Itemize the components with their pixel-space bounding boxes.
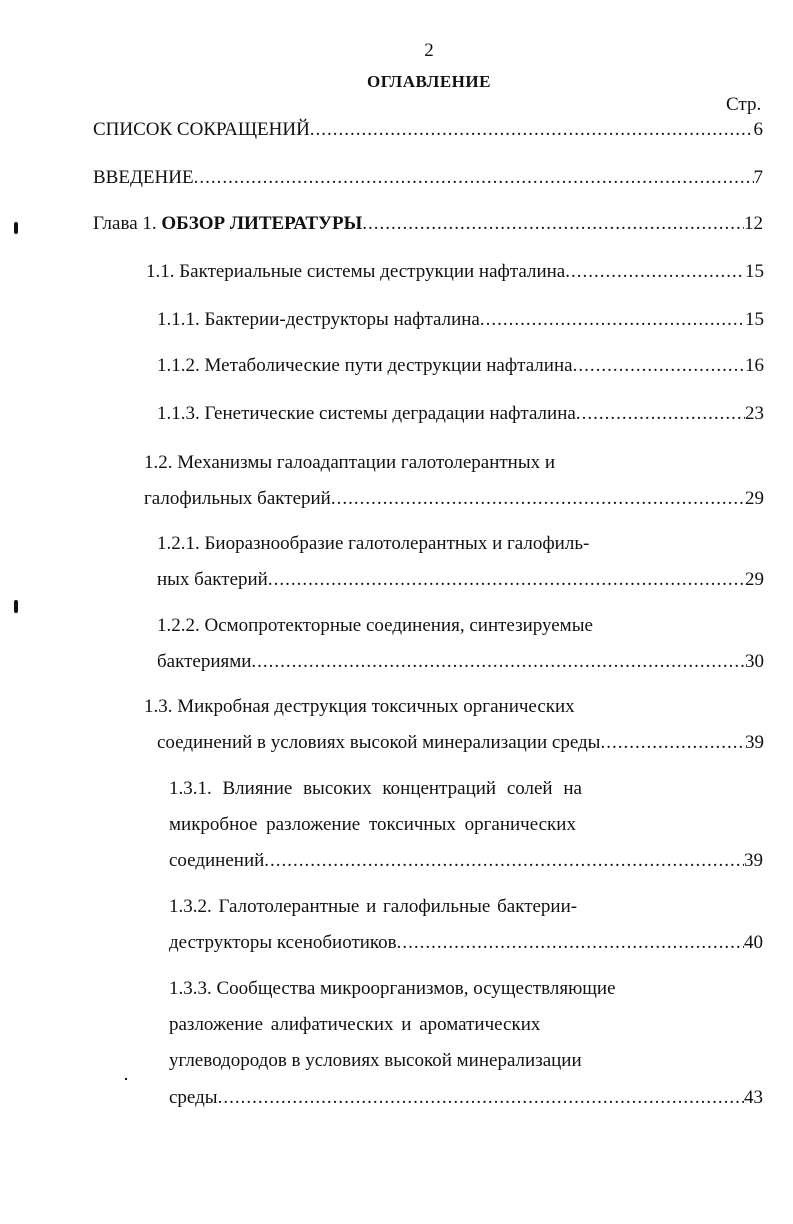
toc-entry-1-2-1: ных бактерий ..... 29 bbox=[157, 568, 764, 592]
toc-entry-1-1-2: 1.1.2. Метаболические пути деструкции нафталина ..... 16 bbox=[157, 354, 764, 378]
toc-entry-1-2: галофильных бактерий ..... 29 bbox=[144, 487, 764, 511]
page-title: ОГЛАВЛЕНИЕ bbox=[367, 72, 491, 91]
toc-entry-1-3-1-line1: 1.3.1. Влияние высоких концентраций солей на bbox=[169, 778, 582, 799]
toc-entry-1-3-3-line1: 1.3.3. Сообщества микроорганизмов, осуществляющие bbox=[169, 978, 616, 999]
toc-entry-1-3-2: деструкторы ксенобиотиков ..... 40 bbox=[169, 931, 763, 955]
toc-entry-1-1-1: 1.1.1. Бактерии-деструкторы нафталина ..... 15 bbox=[157, 308, 764, 332]
toc-entry-abbreviations: СПИСОК СОКРАЩЕНИЙ ..... 6 bbox=[93, 118, 763, 142]
toc-entry-1-2-2: бактериями ..... 30 bbox=[157, 650, 764, 674]
scan-mark bbox=[125, 1078, 127, 1080]
toc-entry-1-3-3-line2: разложение алифатических и ароматических bbox=[169, 1014, 541, 1035]
toc-entry-1-3-2-line1: 1.3.2. Галотолерантные и галофильные бактерии- bbox=[169, 896, 578, 917]
toc-entry-1-2-1-line1: 1.2.1. Биоразнообразие галотолерантных и галофиль- bbox=[157, 533, 590, 554]
toc-entry-1-3-line1: 1.3. Микробная деструкция токсичных органических bbox=[144, 696, 575, 717]
toc-entry-1-2-2-line1: 1.2.2. Осмопротекторные соединения, синтезируемые bbox=[157, 615, 593, 636]
toc-entry-1-2-line1: 1.2. Механизмы галоадаптации галотолерантных и bbox=[144, 452, 556, 473]
toc-entry-1-3-1: соединений ..... 39 bbox=[169, 849, 763, 873]
scan-mark bbox=[14, 222, 18, 234]
scan-mark bbox=[14, 600, 18, 613]
toc-entry-introduction: ВВЕДЕНИЕ ..... 7 bbox=[93, 166, 763, 190]
toc-entry-1-3-1-line2: микробное разложение токсичных органических bbox=[169, 814, 576, 835]
toc-entry-chapter-1: Глава 1. ОБЗОР ЛИТЕРАТУРЫ ..... 12 bbox=[93, 212, 763, 236]
toc-entry-1-3: соединений в условиях высокой минерализации среды ..... 39 bbox=[157, 731, 764, 755]
page-column-label: Стр. bbox=[726, 94, 762, 115]
page-number: 2 bbox=[424, 40, 434, 61]
toc-entry-1-1: 1.1. Бактериальные системы деструкции нафталина ..... 15 bbox=[146, 260, 764, 284]
toc-entry-1-1-3: 1.1.3. Генетические системы деградации нафталина ..... 23 bbox=[157, 402, 764, 426]
toc-entry-1-3-3: среды ..... 43 bbox=[169, 1086, 763, 1110]
toc-entry-1-3-3-line3: углеводородов в условиях высокой минерализации bbox=[169, 1050, 582, 1071]
